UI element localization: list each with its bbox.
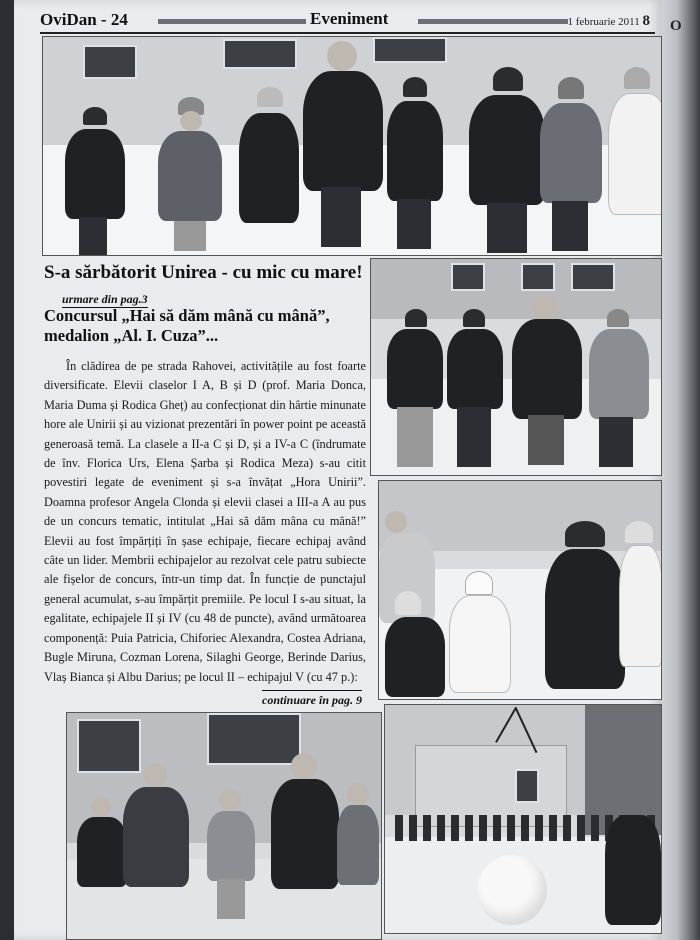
continued-to-note: continuare în pag. 9	[262, 690, 362, 708]
article-body-paragraph: În clădirea de pe strada Rahovei, activitățile au fost foarte diversificate. Elevii claselor I A, B și D (prof. Maria Donca, Maria Duma și Rodica Gheț) au confecționat din hârtie minunate hore ale Unirii și au vizionat prezentări în power point pe această generoasă temă. La clasele a II-a C și D, și a IV-a C (îndrumate de înv. Florica Urs, Elena Șarba și Rodica Meza) s-au citit povestiri legate de eveniment și s-a învățat „Hora Unirii”. Doamna profesor Angela Clonda și elevii clasei a III-a A au pus de un concurs tematic, intitulat „Hai să dăm mâna cu mână!” Elevii au fost împărțiți în șase echipaje, fiecare echipaj având câte un lider. Membrii echipajelor au rezolvat cele patru subiecte ale fișelor de concurs, într-un timp dat. În funcție de punctajul general acumulat, s-au împărțit premiile. Pe locul I s-au situat, la egalitate, echipajele II și IV (cu 48 de puncte), având următoarea componență: Puia Patricia, Chiforiec Alexandra, Costea Adriana, Bugle Miruna, Cozman Lorena, Silaghi George, Berinde Darius, Vlaș Bianca și Albu Darius; pe locul II – echipajul V (cu 47 p.):	[44, 359, 366, 684]
header-rule-right	[418, 19, 568, 24]
section-name: Eveniment	[310, 9, 389, 28]
photo-children-in-circle	[378, 480, 662, 700]
issue-date: 1 februarie 2011 8	[567, 13, 650, 29]
photo-teacher-with-children	[370, 258, 662, 476]
continued-from-note: urmare din pag.3	[62, 292, 148, 306]
next-page-edge-letter: O	[670, 18, 682, 34]
article-title: S-a sărbătorit Unirea - cu mic cu mare!	[44, 262, 363, 283]
photo-group-by-building	[66, 712, 382, 940]
header-underline	[40, 32, 655, 34]
next-page-edge	[662, 0, 700, 940]
article-body	[44, 357, 366, 687]
photo-children-dancing-hora	[42, 36, 662, 256]
header-rule-left	[158, 19, 306, 24]
publication-name: OviDan - 24	[40, 10, 128, 29]
page-header	[40, 10, 650, 34]
photo-schoolyard-hora	[384, 704, 662, 934]
article-subtitle: Concursul „Hai să dăm mână cu mână”, medalion „Al. I. Cuza”...	[44, 306, 330, 345]
page-number: 8	[642, 13, 650, 29]
